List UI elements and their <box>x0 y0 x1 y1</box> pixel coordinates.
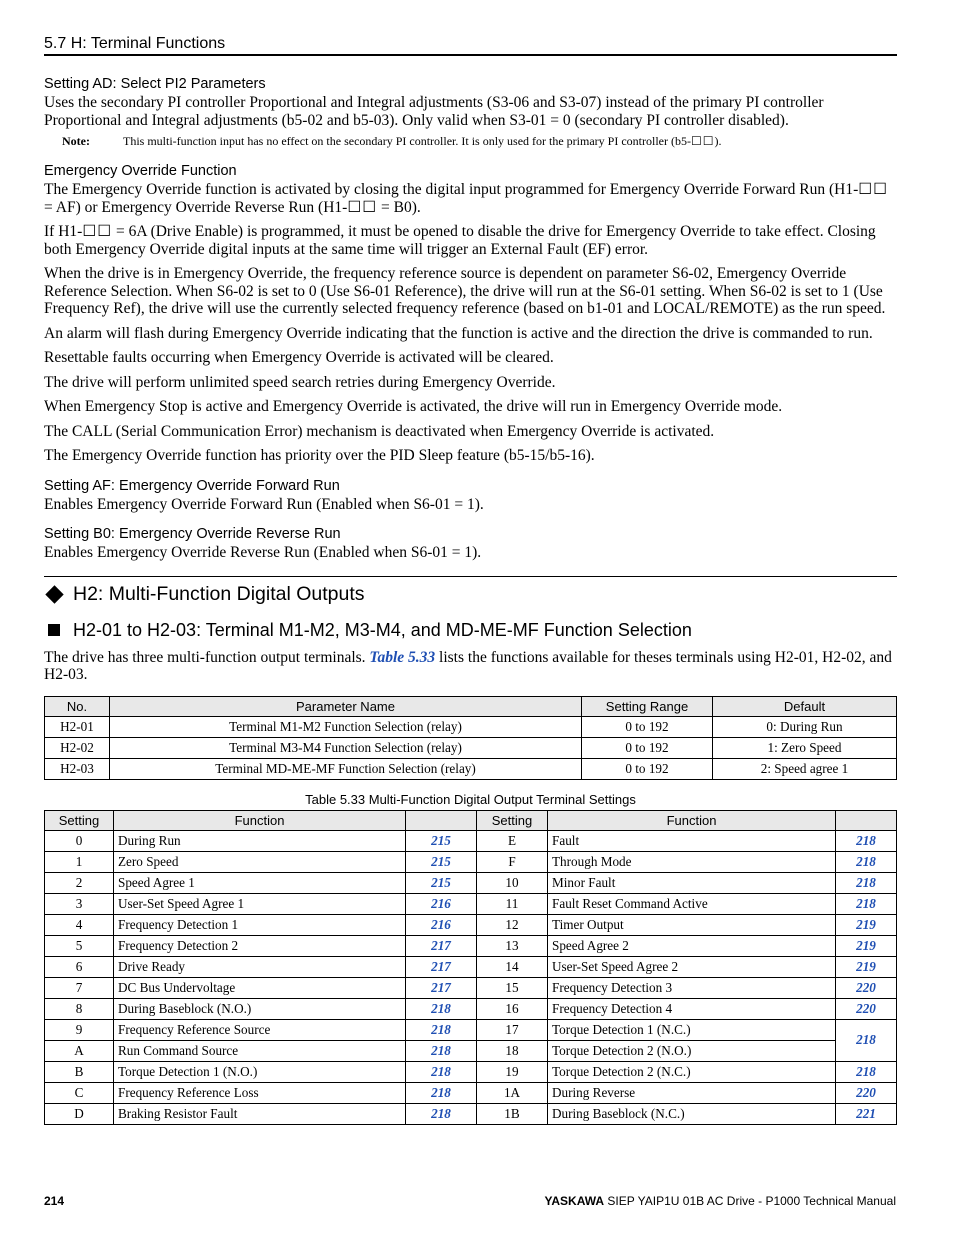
param-no: H2-02 <box>45 737 110 758</box>
param-col-default: Default <box>713 696 897 716</box>
page-link[interactable]: 218 <box>406 1103 477 1124</box>
setting-code: 1B <box>477 1103 548 1124</box>
setting-code: 10 <box>477 872 548 893</box>
page-link[interactable]: 218 <box>406 1082 477 1103</box>
func-col-function-2: Function <box>548 810 836 830</box>
table-row <box>45 851 897 872</box>
override-p7: When Emergency Stop is active and Emergency Override is activated, the drive will run in Emergency Override mode. <box>44 398 783 415</box>
table-row <box>45 977 897 998</box>
page-link[interactable]: 219 <box>836 914 897 935</box>
param-no: H2-01 <box>45 716 110 737</box>
page-link[interactable]: 218 <box>406 1061 477 1082</box>
placeholder-boxes-icon: ☐☐ <box>858 181 889 198</box>
page-link[interactable]: 220 <box>836 977 897 998</box>
page-link[interactable]: 218 <box>836 893 897 914</box>
override-p1: The Emergency Override function is activated by closing the digital input programmed for Emergency Override Forward Run (H1-☐☐ = AF) or Emergency Override Reverse Run (H1-☐☐ = B0). <box>44 181 889 216</box>
page-link[interactable]: 215 <box>406 872 477 893</box>
af-body: Enables Emergency Override Forward Run (Enabled when S6-01 = 1). <box>44 495 484 513</box>
param-default: 2: Speed agree 1 <box>713 758 897 779</box>
function-name: Braking Resistor Fault <box>114 1103 406 1124</box>
square-bullet-icon <box>48 624 60 636</box>
function-name: Run Command Source <box>114 1040 406 1061</box>
function-name: Speed Agree 2 <box>548 935 836 956</box>
function-name: Fault Reset Command Active <box>548 893 836 914</box>
param-range: 0 to 192 <box>582 758 713 779</box>
function-name: Fault <box>548 830 836 851</box>
setting-code: 18 <box>477 1040 548 1061</box>
param-col-no: No. <box>45 696 110 716</box>
page-link[interactable]: 220 <box>836 998 897 1019</box>
setting-code: 5 <box>45 935 114 956</box>
setting-code: 16 <box>477 998 548 1019</box>
footer-manual-title: SIEP YAIP1U 01B AC Drive - P1000 Technical Manual <box>607 1194 896 1208</box>
footer-title <box>544 1194 896 1208</box>
table-row <box>45 830 897 851</box>
setting-code: F <box>477 851 548 872</box>
table-row <box>45 935 897 956</box>
function-name: Frequency Detection 4 <box>548 998 836 1019</box>
note-label: Note: <box>62 134 90 148</box>
page-link[interactable]: 216 <box>406 893 477 914</box>
function-name: Timer Output <box>548 914 836 935</box>
setting-code: 2 <box>45 872 114 893</box>
override-heading: Emergency Override Function <box>44 163 237 179</box>
function-name: Frequency Detection 2 <box>114 935 406 956</box>
note-text: This multi-function input has no effect on the secondary PI controller. It is only used for the primary PI controller (b5-☐☐). <box>123 134 722 148</box>
page-link[interactable]: 218 <box>836 872 897 893</box>
page-link[interactable]: 217 <box>406 977 477 998</box>
page-link[interactable]: 218 <box>836 851 897 872</box>
table-row <box>45 716 897 737</box>
page-link[interactable]: 215 <box>406 830 477 851</box>
setting-code: 4 <box>45 914 114 935</box>
setting-code: 17 <box>477 1019 548 1040</box>
param-name: Terminal MD-ME-MF Function Selection (relay) <box>110 758 582 779</box>
function-table-body <box>45 830 897 1124</box>
page-link[interactable]: 219 <box>836 935 897 956</box>
page-content <box>44 76 897 1125</box>
param-name: Terminal M3-M4 Function Selection (relay) <box>110 737 582 758</box>
function-name: DC Bus Undervoltage <box>114 977 406 998</box>
table-row <box>45 1061 897 1082</box>
func-col-page <box>406 810 477 830</box>
function-name: During Run <box>114 830 406 851</box>
function-name: Torque Detection 1 (N.O.) <box>114 1061 406 1082</box>
setting-code: 13 <box>477 935 548 956</box>
setting-code: 14 <box>477 956 548 977</box>
page-link[interactable]: 216 <box>406 914 477 935</box>
override-p9: The Emergency Override function has priority over the PID Sleep feature (b5-15/b5-16). <box>44 447 595 464</box>
footer-brand: YASKAWA <box>544 1194 605 1208</box>
function-name: Torque Detection 1 (N.C.) <box>548 1019 836 1040</box>
setting-code: 0 <box>45 830 114 851</box>
page-link[interactable]: 217 <box>406 935 477 956</box>
func-col-setting: Setting <box>45 810 114 830</box>
ad-heading: Setting AD: Select PI2 Parameters <box>44 76 266 92</box>
function-name: During Baseblock (N.O.) <box>114 998 406 1019</box>
function-name: Frequency Reference Loss <box>114 1082 406 1103</box>
placeholder-boxes-icon: ☐☐ <box>690 134 715 148</box>
section-title: 5.7 H: Terminal Functions <box>44 35 226 52</box>
param-range: 0 to 192 <box>582 716 713 737</box>
h2-subheading <box>44 620 897 641</box>
param-default: 0: During Run <box>713 716 897 737</box>
param-col-range: Setting Range <box>582 696 713 716</box>
function-name: Drive Ready <box>114 956 406 977</box>
setting-code: 1 <box>45 851 114 872</box>
setting-code: 19 <box>477 1061 548 1082</box>
param-name: Terminal M1-M2 Function Selection (relay) <box>110 716 582 737</box>
param-default: 1: Zero Speed <box>713 737 897 758</box>
page-link[interactable]: 221 <box>836 1103 897 1124</box>
setting-code: C <box>45 1082 114 1103</box>
override-p3: When the drive is in Emergency Override, the frequency reference source is dependent on parameter S6-02, Emergency Override Reference Selection. When S6-02 is set to 0 (Use S6-01 Reference), the drive will run at the S6-01 setting. When S6-02 is set to 1 (Use Frequency Ref), the drive will use the currently selected frequency reference (based on b1-01 and LOCAL/REMOTE) as the run speed. <box>44 265 886 317</box>
setting-code: A <box>45 1040 114 1061</box>
override-p2: If H1-☐☐ = 6A (Drive Enable) is programmed, it must be opened to disable the drive for Emergency Override to take effect. Closing both Emergency Override digital inputs at the same time will trigger an External Fault (EF) error. <box>44 223 876 258</box>
b0-heading: Setting B0: Emergency Override Reverse Run <box>44 526 341 542</box>
table-row <box>45 758 897 779</box>
table-5-33-link[interactable]: Table 5.33 <box>369 648 436 666</box>
override-p5: Resettable faults occurring when Emergency Override is activated will be cleared. <box>44 349 554 366</box>
function-name: Torque Detection 2 (N.O.) <box>548 1040 836 1061</box>
param-range: 0 to 192 <box>582 737 713 758</box>
page-link[interactable]: 218 <box>836 830 897 851</box>
setting-code: 15 <box>477 977 548 998</box>
table-row <box>45 1103 897 1124</box>
table-row <box>45 872 897 893</box>
page-link[interactable]: 219 <box>836 956 897 977</box>
function-name: Speed Agree 1 <box>114 872 406 893</box>
table-row <box>45 1040 897 1061</box>
func-col-page-2 <box>836 810 897 830</box>
ad-note <box>62 134 897 149</box>
af-heading: Setting AF: Emergency Override Forward Run <box>44 477 340 494</box>
function-name: User-Set Speed Agree 2 <box>548 956 836 977</box>
page-link[interactable]: 218 <box>406 1040 477 1061</box>
table-row <box>45 998 897 1019</box>
setting-code: 12 <box>477 914 548 935</box>
function-name: Torque Detection 2 (N.C.) <box>548 1061 836 1082</box>
page-link[interactable]: 217 <box>406 956 477 977</box>
param-col-name: Parameter Name <box>110 696 582 716</box>
page-link[interactable]: 220 <box>836 1082 897 1103</box>
table-caption: Table 5.33 Multi-Function Digital Output Terminal Settings <box>305 791 636 807</box>
setting-code: E <box>477 830 548 851</box>
page-link[interactable]: 215 <box>406 851 477 872</box>
function-name: During Reverse <box>548 1082 836 1103</box>
h2-heading <box>44 576 897 606</box>
setting-code: 7 <box>45 977 114 998</box>
b0-body: Enables Emergency Override Reverse Run (Enabled when S6-01 = 1). <box>44 544 482 561</box>
h2-subheading-text: H2-01 to H2-03: Terminal M1-M2, M3-M4, and MD-ME-MF Function Selection <box>73 619 692 640</box>
function-table <box>44 810 897 1125</box>
function-name: User-Set Speed Agree 1 <box>114 893 406 914</box>
setting-code: 1A <box>477 1082 548 1103</box>
setting-code: 9 <box>45 1019 114 1040</box>
param-no: H2-03 <box>45 758 110 779</box>
override-p8: The CALL (Serial Communication Error) mechanism is deactivated when Emergency Override is activated. <box>44 422 715 440</box>
function-name: Frequency Detection 3 <box>548 977 836 998</box>
table-row <box>45 1082 897 1103</box>
table-row <box>45 914 897 935</box>
table-row <box>45 737 897 758</box>
page-link[interactable]: 218 <box>406 1019 477 1040</box>
setting-code: B <box>45 1061 114 1082</box>
placeholder-boxes-icon: ☐☐ <box>82 223 113 240</box>
setting-code: 6 <box>45 956 114 977</box>
ad-body: Uses the secondary PI controller Proportional and Integral adjustments (S3-06 and S3-07) instead of the primary PI controller Proportional and Integral adjustments (b5-02 and b5-03). Only valid when S3-01 = 0 (secondary PI controller disabled). <box>44 94 824 129</box>
parameter-table <box>44 696 897 780</box>
table-row <box>45 1019 897 1040</box>
function-name: Zero Speed <box>114 851 406 872</box>
diamond-bullet-icon <box>45 585 63 603</box>
function-name: Frequency Reference Source <box>114 1019 406 1040</box>
page-link[interactable]: 218 <box>836 1061 897 1082</box>
setting-code: 3 <box>45 893 114 914</box>
page-link[interactable]: 218 <box>836 1019 897 1061</box>
section-header <box>44 35 897 56</box>
function-name: Through Mode <box>548 851 836 872</box>
function-name: Minor Fault <box>548 872 836 893</box>
func-col-setting-2: Setting <box>477 810 548 830</box>
function-name: During Baseblock (N.C.) <box>548 1103 836 1124</box>
placeholder-boxes-icon: ☐☐ <box>347 198 378 216</box>
function-name: Frequency Detection 1 <box>114 914 406 935</box>
override-p6: The drive will perform unlimited speed search retries during Emergency Override. <box>44 373 556 391</box>
page-link[interactable]: 218 <box>406 998 477 1019</box>
func-col-function: Function <box>114 810 406 830</box>
setting-code: D <box>45 1103 114 1124</box>
table-row <box>45 956 897 977</box>
table-row <box>45 893 897 914</box>
page-number: 214 <box>44 1194 65 1208</box>
override-p4: An alarm will flash during Emergency Override indicating that the function is active and the direction the drive is commanded to run. <box>44 324 873 342</box>
h2-intro: The drive has three multi-function output terminals. Table 5.33 lists the functions available for theses terminals using H2-01, H2-02, and H2-03. <box>44 648 892 683</box>
setting-code: 8 <box>45 998 114 1019</box>
h2-heading-text: H2: Multi-Function Digital Outputs <box>73 582 365 605</box>
setting-code: 11 <box>477 893 548 914</box>
